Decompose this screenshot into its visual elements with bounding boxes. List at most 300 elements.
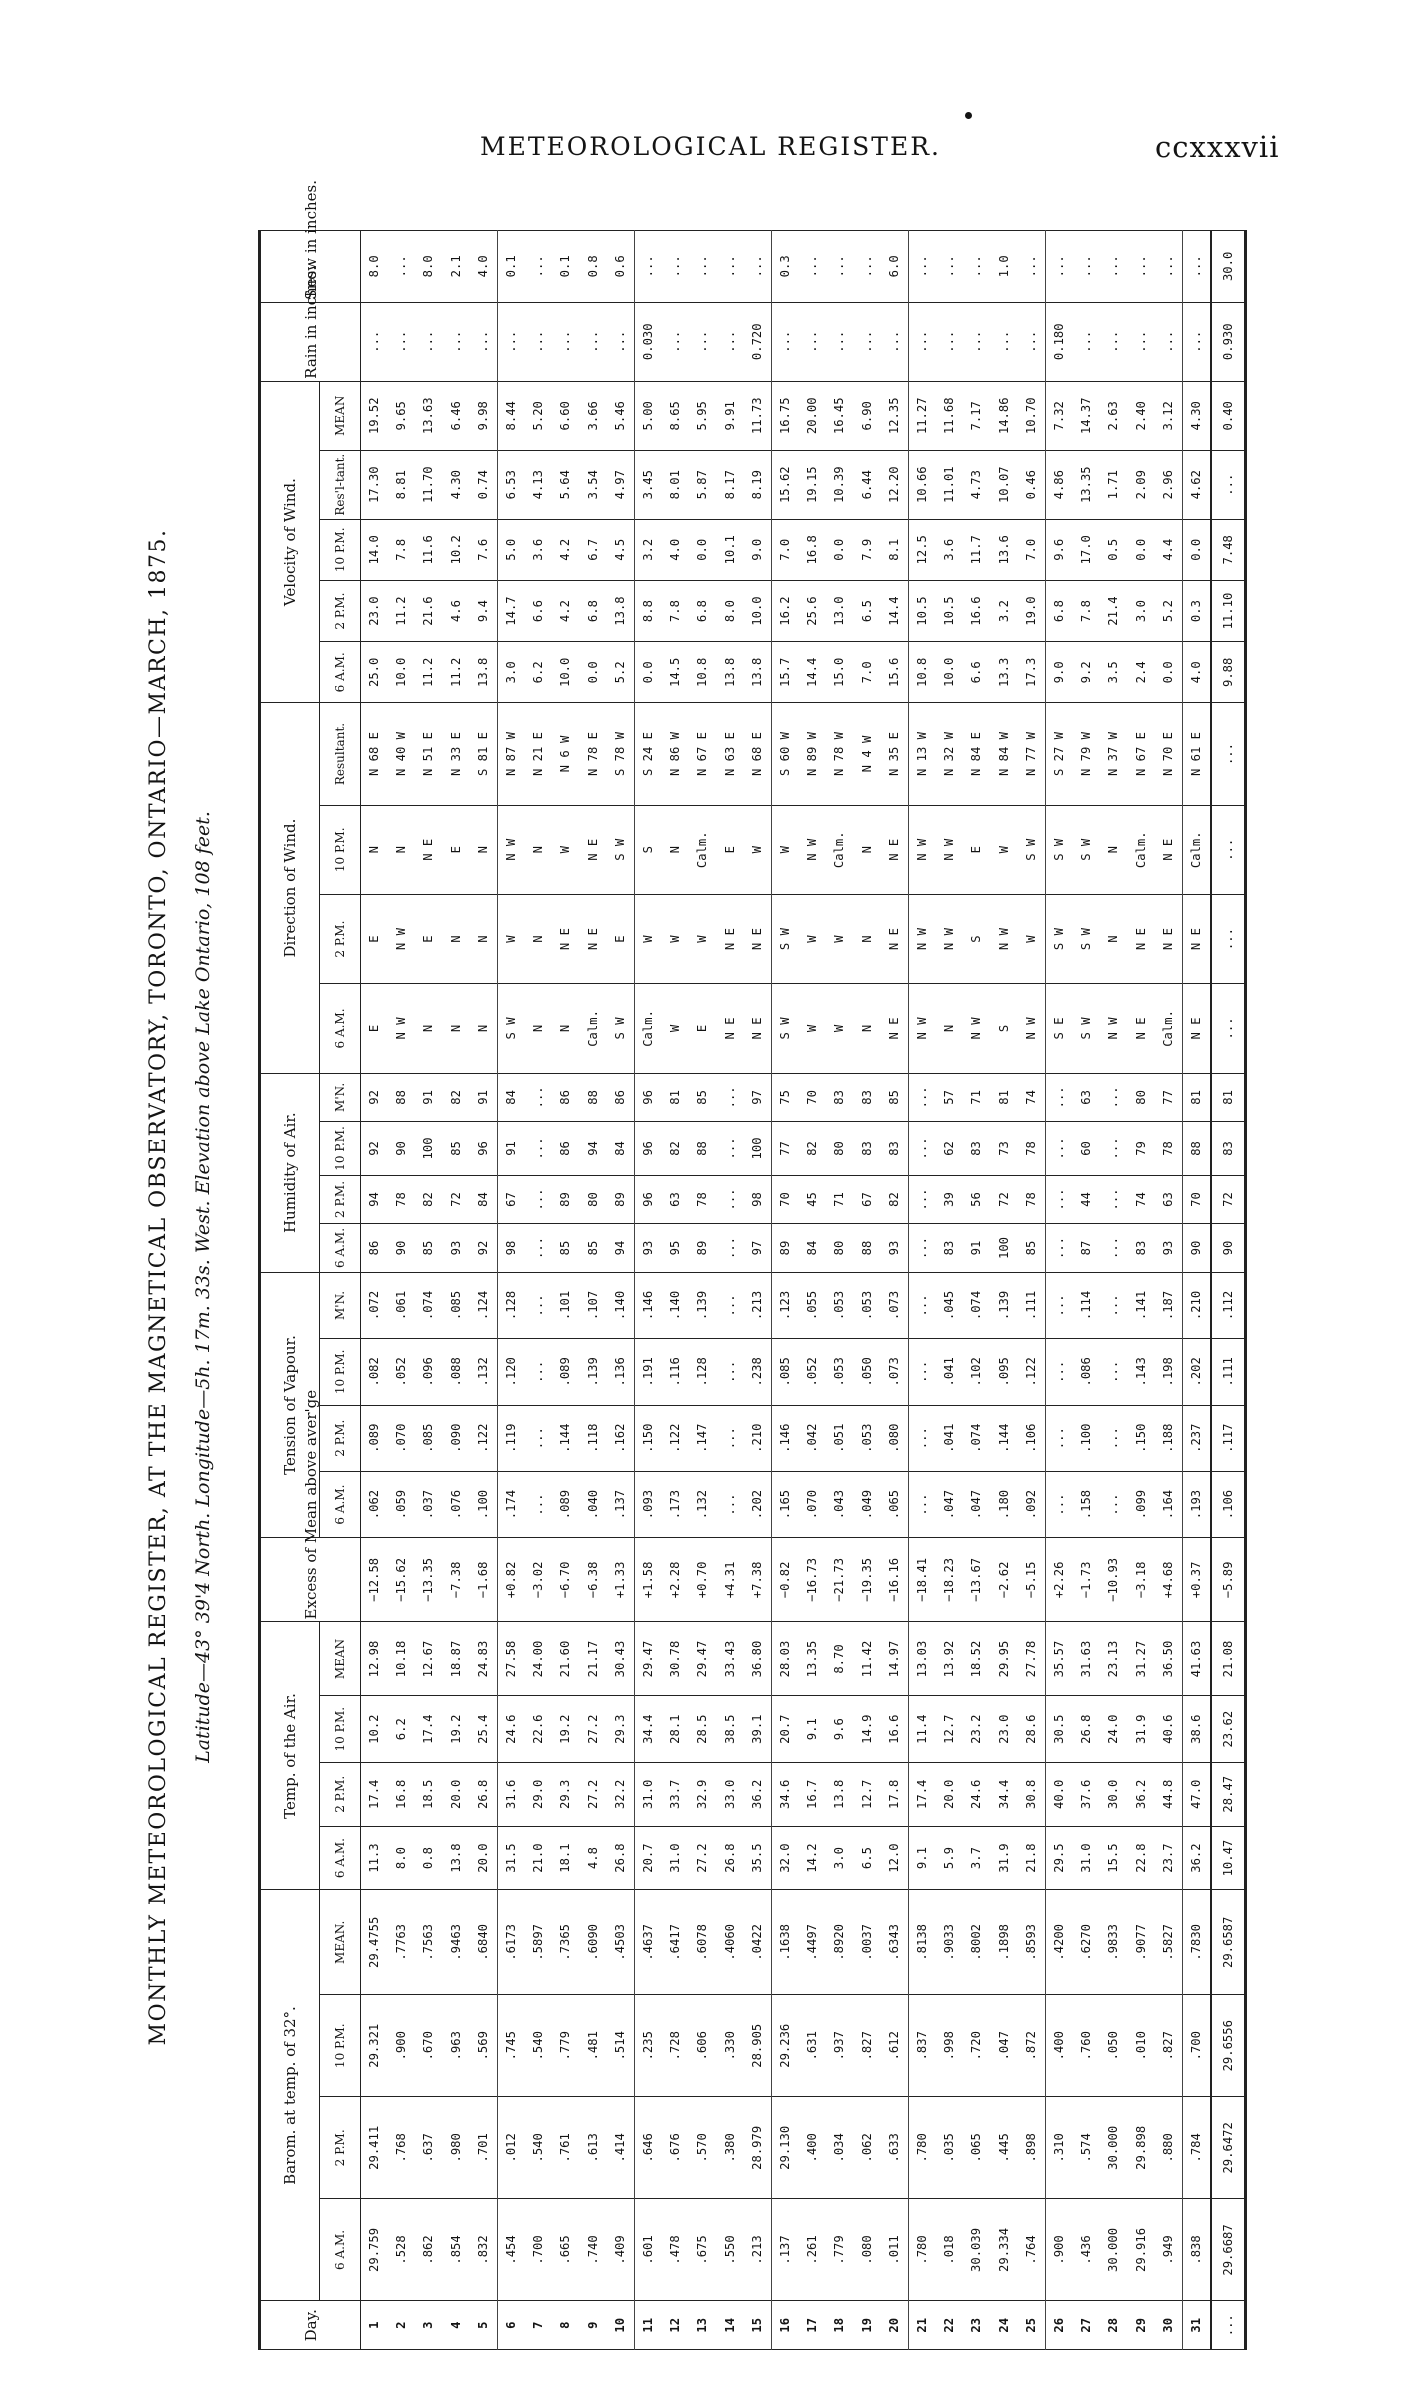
cell-vapour-10pm: ... [1046, 1339, 1074, 1405]
cell-temp-10pm: 24.6 [498, 1696, 526, 1762]
cell-snow: 0.3 [772, 231, 800, 303]
cell-vapour-10pm: .202 [1183, 1339, 1212, 1405]
cell-temp-6am: 36.2 [1183, 1826, 1212, 1890]
cell-dir-resultant: N 70 E [1155, 703, 1183, 805]
cell-vel-6am: 13.3 [991, 642, 1018, 703]
cell-snow: 0.8 [580, 231, 607, 303]
cell-vel-mean: 11.73 [744, 381, 772, 450]
cell-dir-resultant: N 61 E [1183, 703, 1212, 805]
cell-humid-6am: ... [717, 1224, 744, 1273]
cell-vapour-2pm: .106 [1018, 1405, 1046, 1471]
cell-barom-10pm: 28.905 [744, 1995, 772, 2097]
cell-dir-2pm: N W [991, 894, 1018, 983]
cell-day: 25 [1018, 2301, 1046, 2350]
cell-humid-6am: 85 [415, 1224, 442, 1273]
cell-excess: +2.26 [1046, 1538, 1074, 1622]
cell-temp-mean: 29.47 [635, 1622, 663, 1696]
cell-temp-6am: 15.5 [1100, 1826, 1127, 1890]
cell-dir-6am: S W [498, 984, 526, 1073]
cell-vel-10pm: 3.6 [936, 519, 963, 580]
cell-excess: +1.33 [607, 1538, 635, 1622]
table-row [991, 231, 1018, 2350]
cell-vel-6am: 0.0 [580, 642, 607, 703]
cell-humid-2pm: 70 [1183, 1175, 1212, 1224]
cell-temp-6am: 5.9 [936, 1826, 963, 1890]
cell-vel-resultant: 19.15 [799, 450, 826, 519]
cell-temp-2pm: 16.7 [799, 1762, 826, 1826]
cell-vapour-6am: ... [1046, 1471, 1074, 1537]
cell-temp-10pm: 38.6 [1183, 1696, 1212, 1762]
cell-dir-2pm: N W [909, 894, 937, 983]
cell-humid-10pm: ... [1100, 1122, 1127, 1176]
cell-excess: −13.35 [415, 1538, 442, 1622]
cell-humid-mean: ... [525, 1073, 552, 1122]
cell-humid-2pm: 80 [580, 1175, 607, 1224]
cell-vapour-10pm: .238 [744, 1339, 772, 1405]
cell-day: 1 [361, 2301, 389, 2350]
cell-humid-mean: 81 [991, 1073, 1018, 1122]
cell-vel-10pm: 3.2 [635, 519, 663, 580]
cell-barom-6am: .740 [580, 2199, 607, 2301]
cell-barom-mean: .7763 [388, 1890, 415, 1995]
cell-humid-2pm: ... [1046, 1175, 1074, 1224]
cell-vapour-mean: .140 [607, 1272, 635, 1338]
cell-excess: +7.38 [744, 1538, 772, 1622]
cell-vapour-mean: .045 [936, 1272, 963, 1338]
cell-temp-mean: 30.43 [607, 1622, 635, 1696]
cell-day: 11 [635, 2301, 663, 2350]
cell-temp-6am: 31.5 [498, 1826, 526, 1890]
cell-vapour-6am: .174 [498, 1471, 526, 1537]
cell-dir-6am: W [826, 984, 853, 1073]
sub-temp-6am: 6 A.M. [320, 1826, 361, 1890]
header-day: Day. [260, 2301, 361, 2350]
page-number: ccxxxvii [1155, 130, 1280, 164]
cell-rain: ... [799, 302, 826, 381]
cell-day: 31 [1183, 2301, 1212, 2350]
cell-temp-6am: 26.8 [717, 1826, 744, 1890]
cell-vel-resultant: 4.13 [525, 450, 552, 519]
cell-temp-2pm: 34.4 [991, 1762, 1018, 1826]
cell-temp-mean: 24.83 [470, 1622, 498, 1696]
sub-barom-mean: MEAN. [320, 1890, 361, 1995]
cell-vel-2pm: 10.5 [936, 580, 963, 641]
cell-barom-mean: .9077 [1128, 1890, 1155, 1995]
cell-snow: ... [799, 231, 826, 303]
cell-dir-2pm: W [799, 894, 826, 983]
header-humidity: Humidity of Air. [260, 1073, 320, 1272]
cell-temp-6am: 29.5 [1046, 1826, 1074, 1890]
cell-vel-2pm: 13.0 [826, 580, 853, 641]
cell-vel-2pm: 10.0 [744, 580, 772, 641]
cell-humid-6am: 87 [1073, 1224, 1100, 1273]
cell-vapour-2pm: .089 [361, 1405, 389, 1471]
cell-vel-mean: 6.90 [854, 381, 881, 450]
cell-vapour-2pm: .053 [854, 1405, 881, 1471]
cell-vapour-10pm: .116 [662, 1339, 689, 1405]
table-row [963, 231, 990, 2350]
cell-vapour-10pm: .096 [415, 1339, 442, 1405]
cell-dir-resultant: N 21 E [525, 703, 552, 805]
cell-snow: ... [936, 231, 963, 303]
cell-vapour-2pm: .147 [689, 1405, 716, 1471]
cell-rain: ... [1183, 302, 1212, 381]
cell-temp-6am: 3.7 [963, 1826, 990, 1890]
cell-excess: −16.73 [799, 1538, 826, 1622]
cell-humid-6am: 83 [1128, 1224, 1155, 1273]
cell-temp-10pm: 25.4 [470, 1696, 498, 1762]
cell-vel-10pm: 7.0 [1018, 519, 1046, 580]
cell-barom-10pm: .540 [525, 1995, 552, 2097]
cell-humid-10pm: 83 [854, 1122, 881, 1176]
cell-dir-resultant: N 87 W [498, 703, 526, 805]
table-row [689, 231, 716, 2350]
cell-vel-6am: 4.0 [1183, 642, 1212, 703]
cell-dir-2pm: N W [388, 894, 415, 983]
cell-dir-6am: Calm. [580, 984, 607, 1073]
cell-humid-mean: 77 [1155, 1073, 1183, 1122]
cell-dir-10pm: Calm. [689, 805, 716, 894]
cell-vapour-6am: .193 [1183, 1471, 1212, 1537]
cell-barom-2pm: .035 [936, 2097, 963, 2199]
total-vel-2pm: 11.10 [1211, 580, 1246, 641]
cell-vel-10pm: 4.5 [607, 519, 635, 580]
cell-barom-6am: .779 [826, 2199, 853, 2301]
cell-barom-6am: .700 [525, 2199, 552, 2301]
cell-snow: ... [909, 231, 937, 303]
cell-barom-mean: .6270 [1073, 1890, 1100, 1995]
cell-vapour-2pm: ... [1046, 1405, 1074, 1471]
cell-dir-2pm: S W [772, 894, 800, 983]
cell-temp-2pm: 29.0 [525, 1762, 552, 1826]
cell-snow: ... [854, 231, 881, 303]
cell-vel-mean: 7.17 [963, 381, 990, 450]
total-excess: −5.89 [1211, 1538, 1246, 1622]
cell-humid-10pm: 82 [662, 1122, 689, 1176]
cell-dir-resultant: N 63 E [717, 703, 744, 805]
cell-dir-2pm: W [635, 894, 663, 983]
cell-humid-6am: 85 [552, 1224, 579, 1273]
cell-temp-6am: 31.9 [991, 1826, 1018, 1890]
cell-vel-resultant: 10.07 [991, 450, 1018, 519]
cell-dir-6am: W [799, 984, 826, 1073]
cell-humid-mean: ... [717, 1073, 744, 1122]
cell-barom-6am: .675 [689, 2199, 716, 2301]
cell-rain: ... [443, 302, 470, 381]
cell-vapour-10pm: .139 [580, 1339, 607, 1405]
cell-barom-6am: .601 [635, 2199, 663, 2301]
cell-snow: 2.1 [443, 231, 470, 303]
cell-temp-6am: 12.0 [881, 1826, 909, 1890]
cell-humid-2pm: 82 [415, 1175, 442, 1224]
cell-day: 10 [607, 2301, 635, 2350]
cell-vapour-mean: ... [909, 1272, 937, 1338]
cell-barom-10pm: .900 [388, 1995, 415, 2097]
cell-barom-10pm: .400 [1046, 1995, 1074, 2097]
cell-temp-6am: 3.0 [826, 1826, 853, 1890]
cell-barom-10pm: .837 [909, 1995, 937, 2097]
cell-vel-2pm: 21.6 [415, 580, 442, 641]
table-row [361, 231, 389, 2350]
cell-barom-mean: .8593 [1018, 1890, 1046, 1995]
cell-vel-6am: 25.0 [361, 642, 389, 703]
cell-vel-2pm: 19.0 [1018, 580, 1046, 641]
cell-barom-6am: .528 [388, 2199, 415, 2301]
cell-day: 6 [498, 2301, 526, 2350]
cell-vapour-6am: .037 [415, 1471, 442, 1537]
cell-vapour-mean: .074 [415, 1272, 442, 1338]
cell-humid-6am: ... [1046, 1224, 1074, 1273]
cell-vapour-6am: ... [909, 1471, 937, 1537]
cell-barom-10pm: .827 [854, 1995, 881, 2097]
cell-day: 12 [662, 2301, 689, 2350]
cell-barom-2pm: 29.411 [361, 2097, 389, 2199]
cell-barom-6am: .780 [909, 2199, 937, 2301]
cell-vel-10pm: 12.5 [909, 519, 937, 580]
meteorological-table [258, 180, 1247, 2350]
cell-vapour-2pm: .188 [1155, 1405, 1183, 1471]
cell-dir-resultant: N 6 W [552, 703, 579, 805]
cell-barom-6am: .900 [1046, 2199, 1074, 2301]
cell-barom-mean: .6078 [689, 1890, 716, 1995]
cell-humid-6am: 92 [470, 1224, 498, 1273]
cell-vel-10pm: 4.2 [552, 519, 579, 580]
cell-barom-6am: .080 [854, 2199, 881, 2301]
cell-dir-resultant: N 79 W [1073, 703, 1100, 805]
cell-vel-2pm: 5.2 [1155, 580, 1183, 641]
cell-dir-6am: N W [1100, 984, 1127, 1073]
sub-vapour-6am: 6 A.M. [320, 1471, 361, 1537]
cell-humid-mean: 96 [635, 1073, 663, 1122]
cell-temp-2pm: 20.0 [443, 1762, 470, 1826]
cell-dir-6am: S W [607, 984, 635, 1073]
cell-humid-2pm: 82 [881, 1175, 909, 1224]
cell-dir-6am: N E [1183, 984, 1212, 1073]
cell-humid-mean: 70 [799, 1073, 826, 1122]
total-snow: 30.0 [1211, 231, 1246, 303]
cell-vapour-10pm: .136 [607, 1339, 635, 1405]
cell-vel-6am: 5.2 [607, 642, 635, 703]
cell-barom-6am: .018 [936, 2199, 963, 2301]
cell-temp-2pm: 18.5 [415, 1762, 442, 1826]
cell-rain: ... [470, 302, 498, 381]
sub-barom-2pm: 2 P.M. [320, 2097, 361, 2199]
header-excess: Excess of Mean above aver'ge [260, 1538, 361, 1622]
cell-dir-2pm: W [498, 894, 526, 983]
cell-humid-2pm: 70 [772, 1175, 800, 1224]
cell-vapour-10pm: .052 [388, 1339, 415, 1405]
table-row [772, 231, 800, 2350]
cell-temp-6am: 21.0 [525, 1826, 552, 1890]
cell-dir-10pm: S W [1018, 805, 1046, 894]
cell-dir-resultant: N 33 E [443, 703, 470, 805]
cell-temp-mean: 35.57 [1046, 1622, 1074, 1696]
cell-temp-mean: 21.60 [552, 1622, 579, 1696]
cell-dir-2pm: N E [744, 894, 772, 983]
table-row [1018, 231, 1046, 2350]
cell-temp-2pm: 33.0 [717, 1762, 744, 1826]
cell-humid-mean: ... [1100, 1073, 1127, 1122]
cell-rain: 0.030 [635, 302, 663, 381]
cell-dir-6am: N [443, 984, 470, 1073]
cell-vapour-mean: .128 [498, 1272, 526, 1338]
cell-snow: 8.0 [415, 231, 442, 303]
cell-vapour-2pm: .144 [991, 1405, 1018, 1471]
cell-vapour-mean: ... [1100, 1272, 1127, 1338]
cell-vapour-mean: .107 [580, 1272, 607, 1338]
cell-excess: −3.18 [1128, 1538, 1155, 1622]
cell-vel-10pm: 0.5 [1100, 519, 1127, 580]
cell-vel-mean: 8.65 [662, 381, 689, 450]
cell-vapour-mean: .123 [772, 1272, 800, 1338]
cell-vel-6am: 10.8 [909, 642, 937, 703]
cell-vel-6am: 9.0 [1046, 642, 1074, 703]
cell-temp-2pm: 13.8 [826, 1762, 853, 1826]
cell-vel-resultant: 4.62 [1183, 450, 1212, 519]
cell-temp-2pm: 20.0 [936, 1762, 963, 1826]
cell-temp-mean: 27.58 [498, 1622, 526, 1696]
cell-vapour-mean: .210 [1183, 1272, 1212, 1338]
cell-vapour-10pm: ... [717, 1339, 744, 1405]
cell-humid-6am: 85 [1018, 1224, 1046, 1273]
cell-temp-mean: 36.50 [1155, 1622, 1183, 1696]
cell-temp-10pm: 26.8 [1073, 1696, 1100, 1762]
cell-dir-2pm: S W [1046, 894, 1074, 983]
cell-vel-10pm: 0.0 [1183, 519, 1212, 580]
cell-vapour-2pm: .041 [936, 1405, 963, 1471]
cell-vapour-6am: .093 [635, 1471, 663, 1537]
cell-vapour-mean: .053 [854, 1272, 881, 1338]
cell-dir-10pm: W [991, 805, 1018, 894]
sub-vel-6am: 6 A.M. [320, 642, 361, 703]
cell-vel-mean: 9.98 [470, 381, 498, 450]
cell-vel-6am: 9.2 [1073, 642, 1100, 703]
cell-vel-mean: 13.63 [415, 381, 442, 450]
cell-dir-6am: N W [388, 984, 415, 1073]
cell-excess: −3.02 [525, 1538, 552, 1622]
total-humid-6am: 90 [1211, 1224, 1246, 1273]
cell-vel-10pm: 0.0 [689, 519, 716, 580]
cell-temp-10pm: 27.2 [580, 1696, 607, 1762]
cell-day: 23 [963, 2301, 990, 2350]
cell-vapour-10pm: .102 [963, 1339, 990, 1405]
cell-day: 29 [1128, 2301, 1155, 2350]
cell-vel-6am: 2.4 [1128, 642, 1155, 703]
cell-rain: ... [936, 302, 963, 381]
cell-dir-resultant: S 60 W [772, 703, 800, 805]
cell-barom-6am: 30.000 [1100, 2199, 1127, 2301]
cell-barom-2pm: .570 [689, 2097, 716, 2199]
cell-temp-6am: 9.1 [909, 1826, 937, 1890]
cell-dir-resultant: N 40 W [388, 703, 415, 805]
rotated-table-region [140, 180, 1300, 2362]
cell-vel-6am: 15.7 [772, 642, 800, 703]
cell-humid-2pm: 72 [443, 1175, 470, 1224]
cell-barom-2pm: .065 [963, 2097, 990, 2199]
cell-day: 14 [717, 2301, 744, 2350]
cell-humid-2pm: 63 [1155, 1175, 1183, 1224]
cell-vel-resultant: 8.17 [717, 450, 744, 519]
total-vel-resultant: ... [1211, 450, 1246, 519]
cell-humid-10pm: ... [909, 1122, 937, 1176]
cell-dir-6am: N W [909, 984, 937, 1073]
cell-barom-mean: .5897 [525, 1890, 552, 1995]
cell-barom-10pm: .010 [1128, 1995, 1155, 2097]
cell-barom-6am: .436 [1073, 2199, 1100, 2301]
cell-vel-2pm: 7.8 [662, 580, 689, 641]
total-barom-6am: 29.6687 [1211, 2199, 1246, 2301]
total-vapour-2pm: .117 [1211, 1405, 1246, 1471]
cell-vel-2pm: 23.0 [361, 580, 389, 641]
cell-snow: 4.0 [470, 231, 498, 303]
sub-temp-mean: MEAN [320, 1622, 361, 1696]
cell-vel-resultant: 3.45 [635, 450, 663, 519]
cell-barom-6am: 30.039 [963, 2199, 990, 2301]
cell-rain: ... [415, 302, 442, 381]
cell-vel-mean: 9.65 [388, 381, 415, 450]
table-row [470, 231, 498, 2350]
cell-vel-10pm: 17.0 [1073, 519, 1100, 580]
cell-dir-10pm: E [717, 805, 744, 894]
cell-vel-10pm: 13.6 [991, 519, 1018, 580]
cell-humid-6am: 89 [772, 1224, 800, 1273]
cell-temp-mean: 12.67 [415, 1622, 442, 1696]
cell-barom-2pm: 29.898 [1128, 2097, 1155, 2199]
sub-vapour-10pm: 10 P.M. [320, 1339, 361, 1405]
cell-dir-2pm: N E [1128, 894, 1155, 983]
cell-humid-mean: 63 [1073, 1073, 1100, 1122]
cell-dir-resultant: N 86 W [662, 703, 689, 805]
cell-dir-resultant: S 81 E [470, 703, 498, 805]
cell-vapour-10pm: .052 [799, 1339, 826, 1405]
cell-dir-10pm: E [963, 805, 990, 894]
cell-snow: ... [1128, 231, 1155, 303]
cell-humid-10pm: 88 [1183, 1122, 1212, 1176]
total-dir-6am: ... [1211, 984, 1246, 1073]
cell-humid-mean: 86 [552, 1073, 579, 1122]
cell-vel-2pm: 11.2 [388, 580, 415, 641]
cell-vel-mean: 5.20 [525, 381, 552, 450]
cell-vel-resultant: 11.01 [936, 450, 963, 519]
cell-dir-10pm: Calm. [1128, 805, 1155, 894]
cell-vel-resultant: 5.87 [689, 450, 716, 519]
cell-dir-resultant: N 68 E [361, 703, 389, 805]
cell-temp-6am: 18.1 [552, 1826, 579, 1890]
cell-excess: −0.82 [772, 1538, 800, 1622]
cell-humid-mean: 86 [607, 1073, 635, 1122]
cell-humid-10pm: 60 [1073, 1122, 1100, 1176]
cell-humid-6am: 88 [854, 1224, 881, 1273]
cell-temp-2pm: 47.0 [1183, 1762, 1212, 1826]
cell-vel-resultant: 10.39 [826, 450, 853, 519]
cell-temp-2pm: 31.0 [635, 1762, 663, 1826]
cell-rain: 0.720 [744, 302, 772, 381]
cell-dir-6am: N [525, 984, 552, 1073]
cell-excess: −6.70 [552, 1538, 579, 1622]
cell-vapour-2pm: .122 [662, 1405, 689, 1471]
cell-humid-6am: 98 [498, 1224, 526, 1273]
cell-vapour-2pm: .070 [388, 1405, 415, 1471]
cell-rain: ... [388, 302, 415, 381]
cell-temp-2pm: 33.7 [662, 1762, 689, 1826]
total-dir-10pm: ... [1211, 805, 1246, 894]
cell-vel-resultant: 2.09 [1128, 450, 1155, 519]
sub-dir-10pm: 10 P.M. [320, 805, 361, 894]
cell-dir-resultant: N 13 W [909, 703, 937, 805]
cell-barom-2pm: 28.979 [744, 2097, 772, 2199]
cell-humid-2pm: 45 [799, 1175, 826, 1224]
cell-vapour-6am: .047 [936, 1471, 963, 1537]
